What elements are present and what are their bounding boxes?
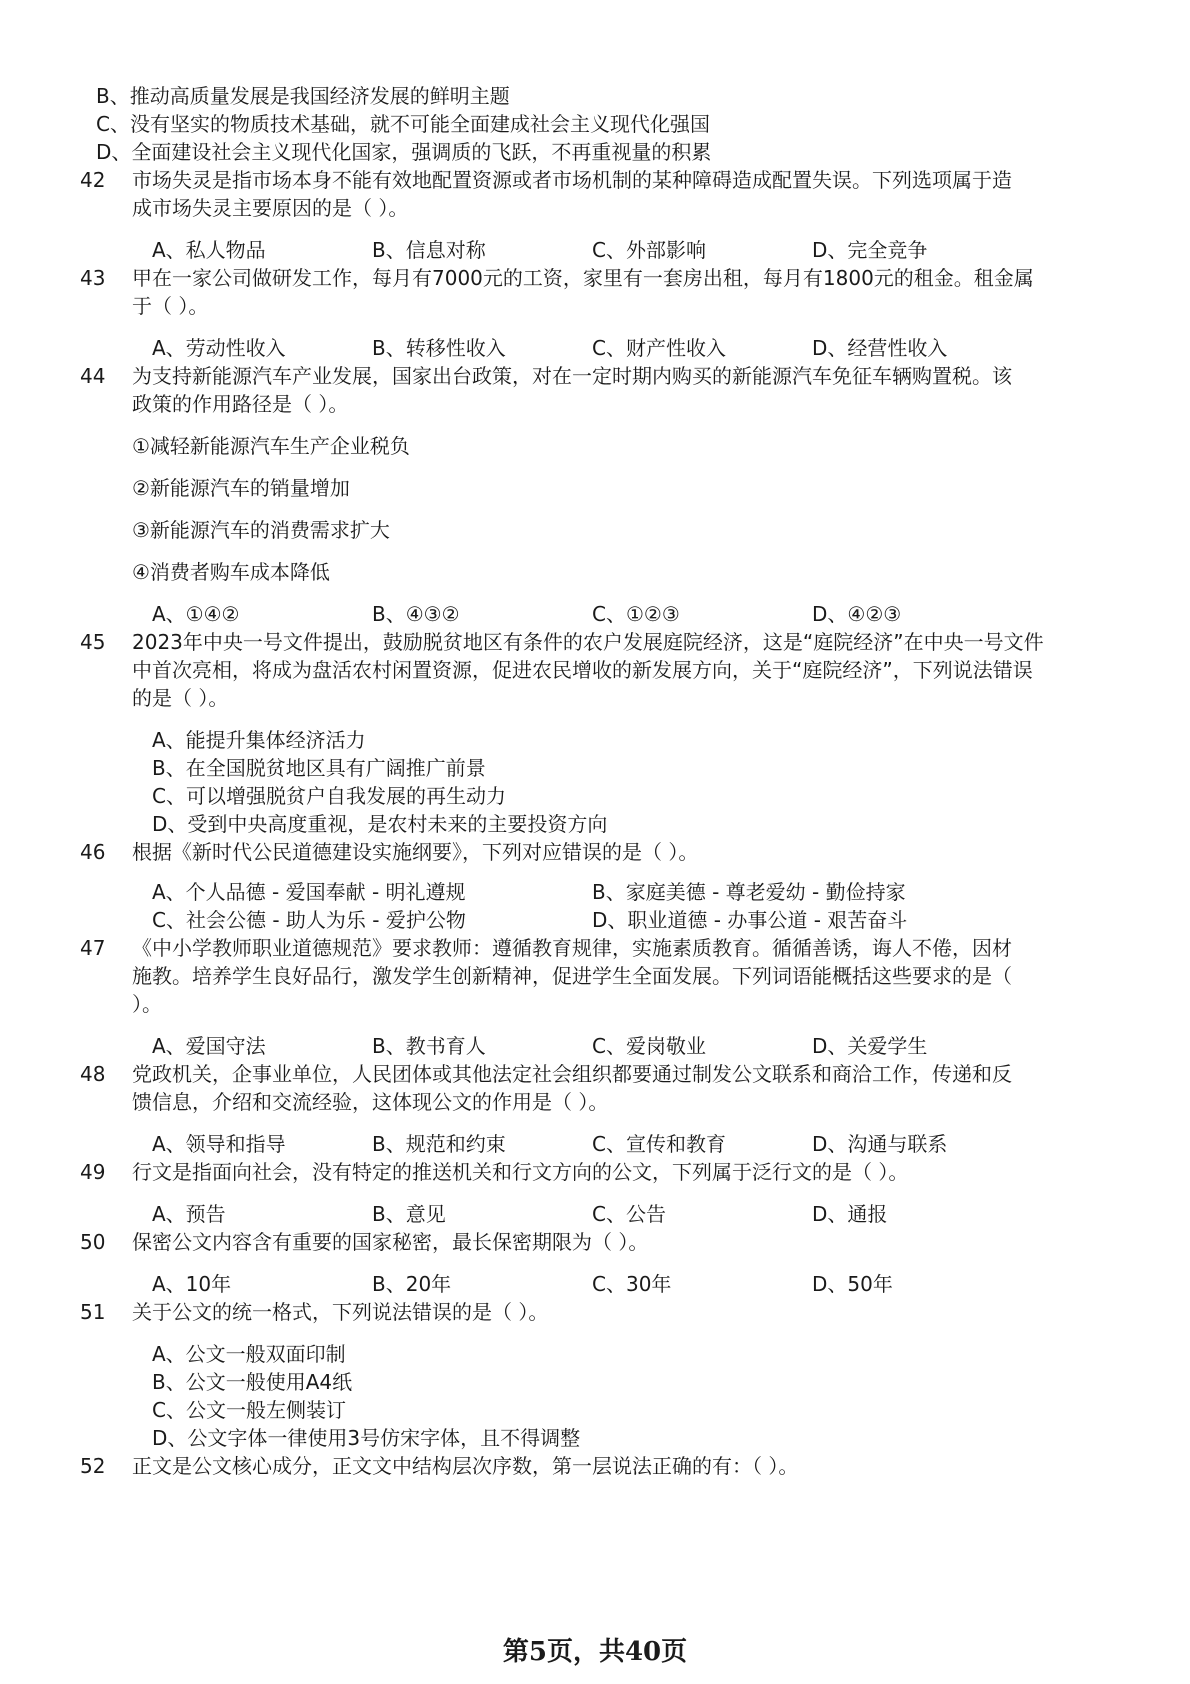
question-text: 馈信息，介绍和交流经验，这体现公文的作用是（ ）。 <box>132 1090 609 1114</box>
statement-4: ④消费者购车成本降低 <box>132 560 330 584</box>
option-text: B、推动高质量发展是我国经济发展的鲜明主题 <box>96 84 510 108</box>
option-d: D、公文字体一律使用3号仿宋字体，且不得调整 <box>152 1426 581 1450</box>
option-a: A、预告 <box>152 1202 226 1226</box>
question-number: 49 <box>80 1160 106 1184</box>
statement-1: ①减轻新能源汽车生产企业税负 <box>132 434 410 458</box>
option-a: A、私人物品 <box>152 238 266 262</box>
question-text: 2023年中央一号文件提出，鼓励脱贫地区有条件的农户发展庭院经济，这是“庭院经济”在中央一号文件 <box>132 630 1044 654</box>
option-b: B、规范和约束 <box>372 1132 506 1156</box>
question-number: 51 <box>80 1300 106 1324</box>
question-number: 44 <box>80 364 106 388</box>
option-c: C、外部影响 <box>592 238 706 262</box>
question-text: 政策的作用路径是（ ）。 <box>132 392 349 416</box>
option-b: B、家庭美德 - 尊老爱幼 - 勤俭持家 <box>592 880 906 904</box>
question-number: 42 <box>80 168 106 192</box>
question-number: 43 <box>80 266 106 290</box>
option-text: C、没有坚实的物质技术基础，就不可能全面建成社会主义现代化强国 <box>96 112 710 136</box>
option-d: D、④②③ <box>812 602 902 626</box>
option-b: B、④③② <box>372 602 460 626</box>
question-text: 关于公文的统一格式，下列说法错误的是（ ）。 <box>132 1300 549 1324</box>
question-text: 甲在一家公司做研发工作，每月有7000元的工资，家里有一套房出租，每月有1800元的租金。租金属 <box>132 266 1034 290</box>
option-c: C、①②③ <box>592 602 680 626</box>
option-b: B、转移性收入 <box>372 336 506 360</box>
question-text: 的是（ ）。 <box>132 686 229 710</box>
question-text: 施教。培养学生良好品行，激发学生创新精神，促进学生全面发展。下列词语能概括这些要求的是（ <box>132 964 1012 988</box>
question-number: 48 <box>80 1062 106 1086</box>
question-text: 成市场失灵主要原因的是（ ）。 <box>132 196 409 220</box>
page-footer: 第5页，共40页 <box>502 1637 688 1667</box>
option-a: A、爱国守法 <box>152 1034 266 1058</box>
option-d: D、受到中央高度重视，是农村未来的主要投资方向 <box>152 812 608 836</box>
question-number: 45 <box>80 630 106 654</box>
option-d: D、关爱学生 <box>812 1034 928 1058</box>
question-text: 中首次亮相，将成为盘活农村闲置资源，促进农民增收的新发展方向，关于“庭院经济”，下列说法错误 <box>132 658 1033 682</box>
statement-2: ②新能源汽车的销量增加 <box>132 476 350 500</box>
question-text: 为支持新能源汽车产业发展，国家出台政策，对在一定时期内购买的新能源汽车免征车辆购置税。该 <box>132 364 1012 388</box>
option-a: A、能提升集体经济活力 <box>152 728 366 752</box>
option-d: D、经营性收入 <box>812 336 948 360</box>
option-c: C、社会公德 - 助人为乐 - 爱护公物 <box>152 908 466 932</box>
option-c: C、30年 <box>592 1272 672 1296</box>
option-c: C、财产性收入 <box>592 336 726 360</box>
option-d: D、完全竞争 <box>812 238 928 262</box>
question-text: 于（ ）。 <box>132 294 209 318</box>
question-text: ）。 <box>132 992 162 1016</box>
question-text: 保密公文内容含有重要的国家秘密，最长保密期限为（ ）。 <box>132 1230 649 1254</box>
question-text: 根据《新时代公民道德建设实施纲要》，下列对应错误的是（ ）。 <box>132 840 699 864</box>
statement-3: ③新能源汽车的消费需求扩大 <box>132 518 390 542</box>
option-d: D、职业道德 - 办事公道 - 艰苦奋斗 <box>592 908 908 932</box>
question-text: 党政机关，企事业单位，人民团体或其他法定社会组织都要通过制发公文联系和商洽工作，传递和反 <box>132 1062 1012 1086</box>
question-number: 52 <box>80 1454 106 1478</box>
option-d: D、沟通与联系 <box>812 1132 948 1156</box>
option-c: C、公告 <box>592 1202 666 1226</box>
option-b: B、在全国脱贫地区具有广阔推广前景 <box>152 756 486 780</box>
option-b: B、公文一般使用A4纸 <box>152 1370 353 1394</box>
option-a: A、劳动性收入 <box>152 336 286 360</box>
question-text: 市场失灵是指市场本身不能有效地配置资源或者市场机制的某种障碍造成配置失误。下列选项属于造 <box>132 168 1012 192</box>
option-b: B、信息对称 <box>372 238 486 262</box>
question-number: 46 <box>80 840 106 864</box>
option-b: B、意见 <box>372 1202 446 1226</box>
option-a: A、①④② <box>152 602 240 626</box>
option-a: A、个人品德 - 爱国奉献 - 明礼遵规 <box>152 880 466 904</box>
question-number: 47 <box>80 936 106 960</box>
option-d: D、通报 <box>812 1202 888 1226</box>
option-c: C、公文一般左侧装订 <box>152 1398 346 1422</box>
question-text: 正文是公文核心成分，正文文中结构层次序数，第一层说法正确的有：（ ）。 <box>132 1454 799 1478</box>
option-b: B、20年 <box>372 1272 452 1296</box>
question-text: 行文是指面向社会，没有特定的推送机关和行文方向的公文，下列属于泛行文的是（ ）。 <box>132 1160 909 1184</box>
option-a: A、公文一般双面印制 <box>152 1342 346 1366</box>
option-a: A、10年 <box>152 1272 232 1296</box>
option-c: C、宣传和教育 <box>592 1132 726 1156</box>
question-text: 《中小学教师职业道德规范》要求教师：遵循教育规律，实施素质教育。循循善诱，诲人不倦，因材 <box>132 936 1012 960</box>
option-a: A、领导和指导 <box>152 1132 286 1156</box>
option-c: C、可以增强脱贫户自我发展的再生动力 <box>152 784 506 808</box>
option-d: D、50年 <box>812 1272 893 1296</box>
question-number: 50 <box>80 1230 106 1254</box>
option-text: D、全面建设社会主义现代化国家，强调质的飞跃，不再重视量的积累 <box>96 140 712 164</box>
option-c: C、爱岗敬业 <box>592 1034 706 1058</box>
option-b: B、教书育人 <box>372 1034 486 1058</box>
